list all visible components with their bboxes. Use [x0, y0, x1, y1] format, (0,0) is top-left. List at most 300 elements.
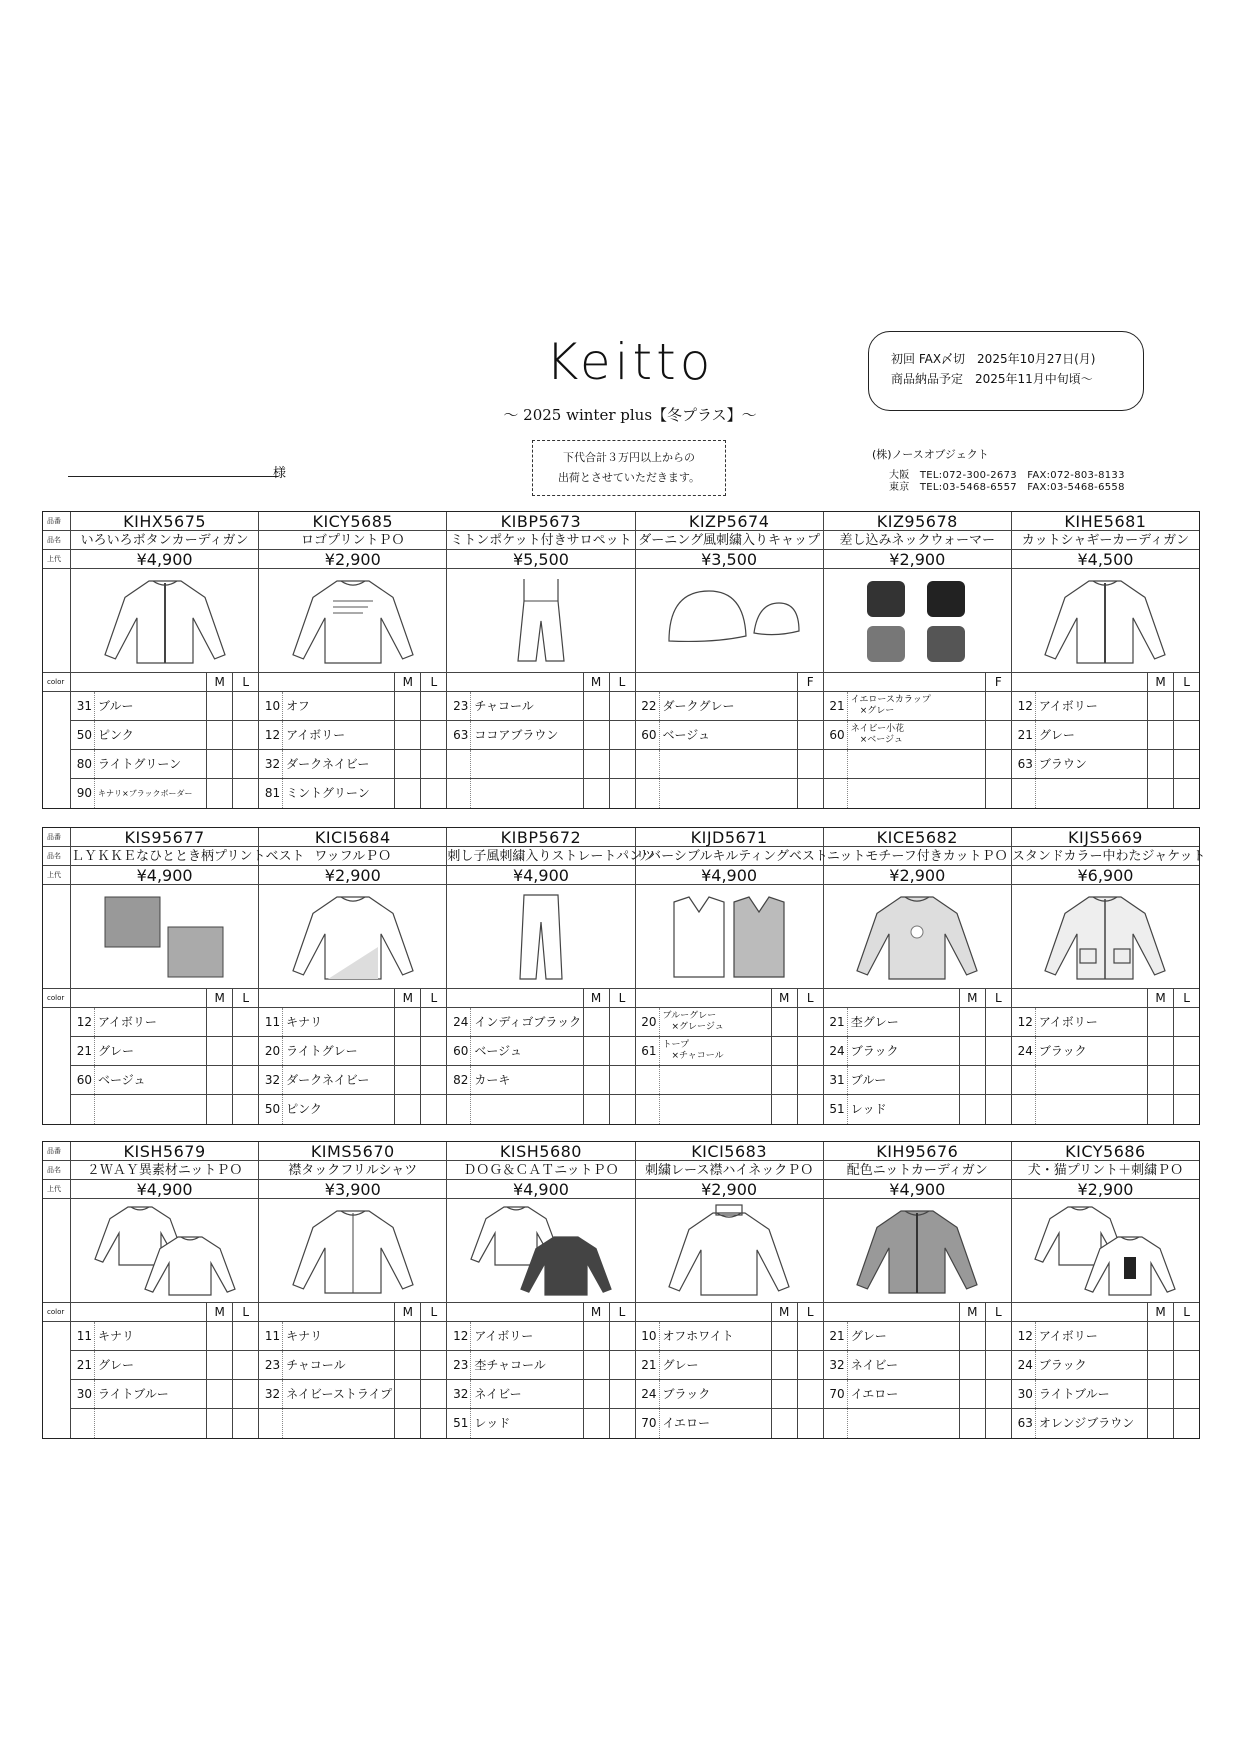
quantity-cell[interactable]	[771, 1095, 797, 1124]
name-label: 品名	[43, 847, 70, 866]
quantity-cell[interactable]	[1173, 1380, 1199, 1408]
color-number: 81	[259, 779, 283, 808]
minimum-order-notice	[532, 440, 726, 496]
color-name: チャコール	[286, 1358, 346, 1372]
quantity-cell[interactable]	[609, 1095, 635, 1124]
quantity-cell[interactable]	[609, 721, 635, 749]
color-number: 21	[1012, 721, 1036, 749]
size-label: M	[583, 989, 609, 1007]
quantity-cell[interactable]	[1147, 1409, 1173, 1438]
quantity-cell[interactable]	[1147, 779, 1173, 808]
quantity-cell[interactable]	[797, 779, 823, 808]
quantity-cell[interactable]	[583, 750, 609, 778]
size-label: M	[1147, 989, 1173, 1007]
color-row	[824, 721, 1011, 750]
row-label-column	[43, 828, 71, 1124]
color-row	[636, 1095, 823, 1124]
product-block	[42, 1141, 1200, 1439]
quantity-cell[interactable]	[583, 779, 609, 808]
quantity-cell[interactable]	[394, 721, 420, 749]
quantity-cell[interactable]	[206, 1008, 232, 1036]
color-row	[447, 1008, 634, 1037]
quantity-cell[interactable]	[1173, 779, 1199, 808]
color-row	[824, 779, 1011, 808]
size-header	[259, 1303, 446, 1322]
quantity-cell[interactable]	[232, 1066, 258, 1094]
quantity-cell[interactable]	[609, 1351, 635, 1379]
product-name: ロゴプリントＰＯ	[259, 531, 446, 550]
size-label: M	[206, 673, 232, 691]
quantity-cell[interactable]	[583, 1008, 609, 1036]
product-name: いろいろボタンカーディガン	[71, 531, 258, 550]
product-price: ¥4,900	[824, 1180, 1011, 1199]
color-row	[636, 1322, 823, 1351]
quantity-cell[interactable]	[420, 721, 446, 749]
color-name: イエロー	[850, 1387, 899, 1401]
color-name: ダークグレー	[662, 699, 735, 713]
color-row	[636, 1008, 823, 1037]
product-column	[824, 512, 1012, 808]
quantity-cell[interactable]	[420, 692, 446, 720]
company-name: (株)ノースオブジェクト	[872, 448, 989, 461]
size-header	[259, 673, 446, 692]
color-number: 63	[1012, 750, 1036, 778]
product-name: ＤＯＧ＆ＣＡＴニットＰＯ	[447, 1161, 634, 1180]
product-name: ＬＹＫＫＥなひととき柄プリントベスト	[71, 849, 305, 864]
quantity-cell[interactable]	[959, 1409, 985, 1438]
overalls-icon	[447, 569, 634, 673]
size-header	[1012, 673, 1199, 692]
size-label: L	[797, 1303, 823, 1321]
color-row	[1012, 692, 1199, 721]
quantity-cell[interactable]	[797, 1380, 823, 1408]
quantity-cell[interactable]	[609, 692, 635, 720]
quantity-cell[interactable]	[394, 1380, 420, 1408]
product-price: ¥2,900	[824, 550, 1011, 569]
color-label: color	[43, 989, 70, 1008]
quantity-cell[interactable]	[394, 1037, 420, 1065]
quantity-cell[interactable]	[420, 1380, 446, 1408]
quantity-cell[interactable]	[1173, 721, 1199, 749]
quantity-cell[interactable]	[583, 1351, 609, 1379]
color-row	[447, 1409, 634, 1438]
quantity-cell[interactable]	[420, 1066, 446, 1094]
quantity-cell[interactable]	[420, 1095, 446, 1124]
quantity-cell[interactable]	[771, 1008, 797, 1036]
osaka-office-contact: 大阪 TEL:072-300-2673 FAX:072-803-8133	[889, 470, 1125, 481]
product-block	[42, 511, 1200, 809]
quantity-cell[interactable]	[583, 692, 609, 720]
color-name: グレー	[98, 1358, 135, 1372]
deadline-line: 初回 FAX〆切 2025年10月27日(月)	[891, 352, 1096, 366]
color-row	[636, 1037, 823, 1066]
quantity-cell[interactable]	[206, 750, 232, 778]
color-row	[259, 750, 446, 779]
product-price: ¥4,900	[71, 550, 258, 569]
size-label: L	[1173, 989, 1199, 1007]
quantity-cell[interactable]	[959, 1066, 985, 1094]
quantity-cell[interactable]	[797, 692, 823, 720]
size-header	[447, 989, 634, 1008]
color-name: アイボリー	[286, 728, 346, 742]
color-row	[71, 692, 258, 721]
quantity-cell[interactable]	[1147, 1380, 1173, 1408]
quantity-cell[interactable]	[206, 1037, 232, 1065]
color-name: イエロースカラップ ×グレー	[850, 695, 931, 716]
product-column	[635, 828, 828, 1124]
quantity-cell[interactable]	[1147, 1351, 1173, 1379]
size-label: L	[420, 1303, 446, 1321]
product-code: KIZP5674	[636, 512, 823, 531]
quantity-cell[interactable]	[583, 1095, 609, 1124]
quantity-cell[interactable]	[985, 692, 1011, 720]
product-column	[259, 512, 447, 808]
product-code: KIHX5675	[71, 512, 258, 531]
color-row	[71, 1380, 258, 1409]
quantity-cell[interactable]	[206, 1380, 232, 1408]
quantity-cell[interactable]	[1147, 750, 1173, 778]
product-code: KISH5679	[71, 1142, 258, 1161]
product-block	[42, 827, 1206, 1125]
quantity-cell[interactable]	[232, 1008, 258, 1036]
color-name: アイボリー	[1038, 1329, 1098, 1343]
quantity-cell[interactable]	[985, 750, 1011, 778]
quantity-cell[interactable]	[1147, 721, 1173, 749]
color-number: 90	[71, 779, 95, 808]
quantity-cell[interactable]	[985, 1322, 1011, 1350]
quantity-cell[interactable]	[420, 1351, 446, 1379]
color-row	[447, 1066, 634, 1095]
quantity-cell[interactable]	[985, 1409, 1011, 1438]
size-label: M	[1147, 1303, 1173, 1321]
color-name: アイボリー	[98, 1015, 157, 1029]
quantity-cell[interactable]	[1147, 1322, 1173, 1350]
quantity-cell[interactable]	[609, 1380, 635, 1408]
color-number: 20	[636, 1008, 660, 1036]
quantity-cell[interactable]	[420, 1409, 446, 1438]
product-column	[71, 512, 259, 808]
quantity-cell[interactable]	[232, 1380, 258, 1408]
quantity-cell[interactable]	[797, 1351, 823, 1379]
cardigan-icon	[71, 569, 258, 673]
color-row	[824, 1066, 1011, 1095]
quantity-cell[interactable]	[583, 721, 609, 749]
quantity-cell[interactable]	[420, 1322, 446, 1350]
quantity-cell[interactable]	[797, 1322, 823, 1350]
quantity-cell[interactable]	[771, 1037, 797, 1065]
color-row	[259, 1409, 446, 1438]
quantity-cell[interactable]	[609, 1066, 635, 1094]
pants-icon	[447, 885, 634, 989]
color-number: 10	[259, 692, 283, 720]
quantity-cell[interactable]	[420, 1037, 446, 1065]
color-name: ピンク	[98, 728, 134, 742]
product-column	[447, 1142, 635, 1438]
product-code: KIS95677	[71, 828, 258, 847]
color-number: 11	[71, 1322, 95, 1350]
quantity-cell[interactable]	[394, 750, 420, 778]
quantity-cell[interactable]	[394, 1322, 420, 1350]
color-number: 21	[824, 1322, 848, 1350]
quantity-cell[interactable]	[1173, 750, 1199, 778]
color-name: ブラック	[850, 1044, 899, 1058]
customer-name-field[interactable]	[68, 476, 278, 477]
quantity-cell[interactable]	[797, 1008, 823, 1036]
quantity-cell[interactable]	[1173, 692, 1199, 720]
color-row	[259, 1351, 446, 1380]
quantity-cell[interactable]	[206, 779, 232, 808]
color-number: 21	[71, 1037, 95, 1065]
product-price: ¥2,900	[259, 866, 446, 885]
quantity-cell[interactable]	[1173, 1095, 1199, 1124]
size-header	[824, 673, 1011, 692]
color-name: オフホワイト	[662, 1329, 734, 1343]
color-name: ブラック	[1038, 1358, 1087, 1372]
color-name: オレンジブラウン	[1038, 1416, 1135, 1430]
quantity-cell[interactable]	[985, 1095, 1011, 1124]
quantity-cell[interactable]	[1147, 1095, 1173, 1124]
quantity-cell[interactable]	[959, 1008, 985, 1036]
size-header	[447, 673, 634, 692]
size-header	[259, 989, 446, 1008]
color-row	[1012, 1380, 1199, 1409]
quantity-cell[interactable]	[206, 721, 232, 749]
color-number: 60	[71, 1066, 95, 1094]
size-label: F	[797, 673, 823, 691]
product-code: KIHE5681	[1012, 512, 1199, 531]
quantity-cell[interactable]	[232, 779, 258, 808]
color-row	[824, 1095, 1011, 1124]
notice-line: 出荷とさせていただきます。	[557, 471, 701, 484]
color-number: 24	[1012, 1351, 1036, 1379]
quantity-cell[interactable]	[232, 721, 258, 749]
quantity-cell[interactable]	[609, 1409, 635, 1438]
product-column	[1012, 1142, 1199, 1438]
color-row	[71, 1322, 258, 1351]
quantity-cell[interactable]	[1173, 1037, 1199, 1065]
size-label: L	[1173, 673, 1199, 691]
product-column	[1012, 512, 1199, 808]
product-name: 犬・猫プリント＋刺繍ＰＯ	[1012, 1161, 1199, 1180]
color-number: 23	[447, 1351, 471, 1379]
quantity-cell[interactable]	[583, 1409, 609, 1438]
quantity-cell[interactable]	[609, 750, 635, 778]
color-row	[259, 692, 446, 721]
code-label: 品番	[43, 512, 70, 531]
color-name: ネイビーストライプ	[286, 1387, 393, 1401]
code-label: 品番	[43, 828, 70, 847]
color-name: キナリ	[286, 1329, 323, 1343]
quantity-cell[interactable]	[232, 750, 258, 778]
size-label: F	[985, 673, 1011, 691]
product-code: KICI5683	[636, 1142, 823, 1161]
product-price: ¥4,900	[447, 866, 634, 885]
color-row	[824, 750, 1011, 779]
quantity-cell[interactable]	[1173, 1322, 1199, 1350]
size-header	[636, 1303, 823, 1322]
quantity-cell[interactable]	[771, 1351, 797, 1379]
quantity-cell[interactable]	[206, 1351, 232, 1379]
quantity-cell[interactable]	[420, 750, 446, 778]
quantity-cell[interactable]	[394, 779, 420, 808]
color-name: ブルーグレー ×グレージュ	[662, 1011, 724, 1032]
quantity-cell[interactable]	[771, 1322, 797, 1350]
quantity-cell[interactable]	[797, 750, 823, 778]
quantity-cell[interactable]	[232, 1037, 258, 1065]
color-number: 12	[1012, 692, 1036, 720]
collection-subtitle: ～ 2025 winter plus【冬プラス】～	[503, 406, 757, 424]
color-name: ライトグレー	[286, 1044, 358, 1058]
color-name: ブルー	[98, 699, 134, 713]
color-number: 21	[824, 1008, 848, 1036]
quantity-cell[interactable]	[797, 1409, 823, 1438]
quantity-cell[interactable]	[959, 1351, 985, 1379]
product-price: ¥3,900	[259, 1180, 446, 1199]
quantity-cell[interactable]	[1173, 1351, 1199, 1379]
quantity-cell[interactable]	[583, 1322, 609, 1350]
quantity-cell[interactable]	[206, 692, 232, 720]
quantity-cell[interactable]	[394, 1351, 420, 1379]
deadline-box	[868, 331, 1144, 411]
size-label: L	[1173, 1303, 1199, 1321]
quantity-cell[interactable]	[771, 1380, 797, 1408]
quantity-cell[interactable]	[1173, 1008, 1199, 1036]
quantity-cell[interactable]	[609, 779, 635, 808]
quantity-cell[interactable]	[1173, 1066, 1199, 1094]
color-name: ブラック	[662, 1387, 711, 1401]
color-row	[447, 692, 634, 721]
color-name: レッド	[850, 1102, 887, 1116]
color-name: ベージュ	[98, 1073, 146, 1087]
color-row	[71, 750, 258, 779]
quantity-cell[interactable]	[609, 1037, 635, 1065]
cap-icon	[636, 569, 823, 673]
quantity-cell[interactable]	[609, 1008, 635, 1036]
quantity-cell[interactable]	[206, 1066, 232, 1094]
color-row	[1012, 750, 1199, 779]
color-row	[71, 1037, 258, 1066]
size-label: M	[394, 673, 420, 691]
color-name: オフ	[286, 699, 310, 713]
product-code: KICY5685	[259, 512, 446, 531]
quantity-cell[interactable]	[232, 1409, 258, 1438]
quantity-cell[interactable]	[985, 721, 1011, 749]
color-row	[636, 721, 823, 750]
quantity-cell[interactable]	[232, 1322, 258, 1350]
quantity-cell[interactable]	[1147, 1037, 1173, 1065]
high-neck-top-icon	[636, 1199, 823, 1303]
quantity-cell[interactable]	[206, 1409, 232, 1438]
quantity-cell[interactable]	[1147, 1066, 1173, 1094]
quantity-cell[interactable]	[583, 1037, 609, 1065]
quantity-cell[interactable]	[1173, 1409, 1199, 1438]
quantity-cell[interactable]	[394, 1008, 420, 1036]
color-number: 32	[259, 750, 283, 778]
color-name: ベージュ	[662, 728, 711, 742]
color-number: 60	[636, 721, 660, 749]
quantity-cell[interactable]	[959, 1037, 985, 1065]
quantity-cell[interactable]	[771, 1066, 797, 1094]
color-name: インディゴブラック	[474, 1015, 582, 1029]
color-number: 70	[824, 1380, 848, 1408]
product-code: KIJD5671	[636, 828, 823, 847]
size-header	[1012, 1303, 1199, 1322]
color-row	[636, 750, 823, 779]
quantity-cell[interactable]	[394, 692, 420, 720]
size-header	[71, 1303, 258, 1322]
color-name: アイボリー	[1038, 1015, 1098, 1029]
size-header	[447, 1303, 634, 1322]
color-row	[824, 692, 1011, 721]
quantity-cell[interactable]	[420, 779, 446, 808]
product-column	[259, 1142, 447, 1438]
product-name: 配色ニットカーディガン	[824, 1161, 1011, 1180]
quantity-cell[interactable]	[797, 1066, 823, 1094]
quantity-cell[interactable]	[420, 1008, 446, 1036]
color-name: 杢グレー	[850, 1015, 899, 1029]
color-number: 21	[824, 692, 848, 720]
color-number: 20	[259, 1037, 283, 1065]
quantity-cell[interactable]	[394, 1095, 420, 1124]
quantity-cell[interactable]	[394, 1409, 420, 1438]
frill-shirt-icon	[259, 1199, 446, 1303]
product-code: KIBP5673	[447, 512, 634, 531]
size-header	[636, 989, 823, 1008]
color-number: 30	[1012, 1380, 1036, 1408]
quantity-cell[interactable]	[206, 1322, 232, 1350]
quantity-cell[interactable]	[985, 779, 1011, 808]
quantity-cell[interactable]	[959, 1322, 985, 1350]
knit-motif-top-icon	[824, 885, 1011, 989]
quantity-cell[interactable]	[771, 1409, 797, 1438]
color-name: ネイビー	[474, 1387, 522, 1401]
quantity-cell[interactable]	[583, 1066, 609, 1094]
quantity-cell[interactable]	[1147, 692, 1173, 720]
color-number: 12	[1012, 1322, 1036, 1350]
quantity-cell[interactable]	[985, 1066, 1011, 1094]
product-price: ¥4,900	[447, 1180, 634, 1199]
color-row	[447, 1351, 634, 1380]
color-number: 51	[824, 1095, 848, 1124]
quantity-cell[interactable]	[797, 721, 823, 749]
product-code: KICE5682	[824, 828, 1011, 847]
quantity-cell[interactable]	[232, 1351, 258, 1379]
color-number: 32	[447, 1380, 471, 1408]
quantity-cell[interactable]	[583, 1380, 609, 1408]
quantity-cell[interactable]	[985, 1008, 1011, 1036]
quantity-cell[interactable]	[959, 1380, 985, 1408]
quantity-cell[interactable]	[797, 1095, 823, 1124]
size-header	[824, 1303, 1011, 1322]
quantity-cell[interactable]	[985, 1380, 1011, 1408]
quantity-cell[interactable]	[797, 1037, 823, 1065]
quantity-cell[interactable]	[985, 1037, 1011, 1065]
quantity-cell[interactable]	[232, 692, 258, 720]
quantity-cell[interactable]	[609, 1322, 635, 1350]
quantity-cell[interactable]	[394, 1066, 420, 1094]
quantity-cell[interactable]	[206, 1095, 232, 1124]
color-name: ピンク	[286, 1102, 322, 1116]
color-name: アイボリー	[1038, 699, 1098, 713]
product-name: ダーニング風刺繍入りキャップ	[636, 531, 823, 550]
delivery-line: 商品納品予定 2025年11月中旬頃～	[891, 372, 1093, 386]
quantity-cell[interactable]	[959, 1095, 985, 1124]
quantity-cell[interactable]	[232, 1095, 258, 1124]
color-number: 31	[71, 692, 95, 720]
color-row	[447, 1380, 634, 1409]
quantity-cell[interactable]	[1147, 1008, 1173, 1036]
quantity-cell[interactable]	[985, 1351, 1011, 1379]
